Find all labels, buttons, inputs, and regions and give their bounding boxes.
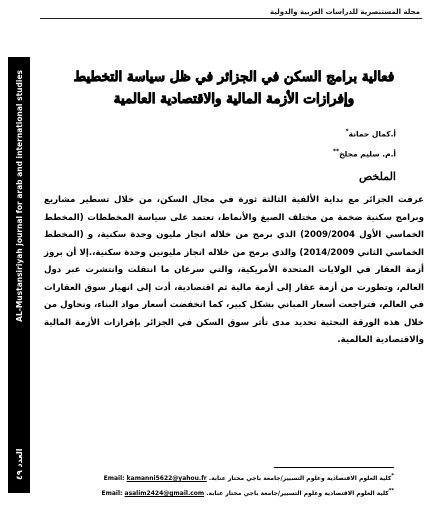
author-2-mark: ** — [332, 148, 340, 155]
footnote-1-email-label: Email: — [103, 475, 125, 482]
header-rule — [40, 18, 422, 19]
journal-header: مجلة المستنصرية للدراسات العربية والدولية — [270, 8, 420, 16]
summary-heading: الملخص — [359, 170, 396, 183]
footnote-1-email-link[interactable]: kamanni5622@yahou.fr — [126, 475, 207, 482]
footnote-1-mark: * — [391, 473, 394, 479]
author-2-name: أ.م. سليم مجلخ — [339, 149, 396, 159]
footnote-rule — [274, 467, 394, 468]
author-1-name: أ.كمال حمانة — [348, 129, 396, 139]
article-title — [46, 66, 422, 110]
footnote-1 — [64, 473, 394, 482]
author-2 — [333, 148, 396, 159]
footnote-2-affiliation: كلية العلوم الاقتصادية وعلوم التسيير/جامعة باجي مختار عنابة. — [206, 490, 389, 497]
footnote-2-email-label: Email: — [101, 490, 123, 497]
side-bar-text — [11, 70, 27, 480]
abstract-paragraph: عرفت الجزائر مع بداية الألفية الثالثة ثورة في مجال السكن، من خلال تسطير مشاريع وبرامج سكنية ضخمة من مختلف الصيغ والأنماط، تعتمد على سياسة المخططات (المخطط الخماسي الأول 2009/2004) الذي برمج من خلاله انجاز مليون وحدة سكنية، و (المخطط الخماسي الثاني 2014/2009) والذي برمج من خلاله انجاز مليونين وحدة سكنية،.إلا أن بروز أزمة العقار في الولايات المتحدة الأمريكية، والتي سرعان ما انتقلت وانتشرت عبر دول العالم، وتطورت من أزمة عقار إلى أزمة مالية ثم اقتصادية، أدت إلى انهيار سوق العقارات في العالم، فتراجعت أسعار المباني بشكل كبير، كما انخفضت أسعار مواد البناء، ونحاول من خلال هذه الورقة البحثية تحديد مدى تأثر سوق السكن في الجزائر بإفرازات الأزمة المالية والاقتصادية العالمية. — [44, 195, 425, 345]
footnote-2-mark: ** — [388, 488, 394, 494]
title-line-2: وإفرازات الأزمة المالية والاقتصادية العالمية — [113, 91, 355, 107]
title-line-1: فعالية برامج السكن في الجزائر في ظل سياسة التخطيط — [73, 69, 395, 85]
footnote-2-email-link[interactable]: asalim2424@gmail.com — [124, 490, 205, 497]
footnote-1-affiliation: كلية العلوم الاقتصادية وعلوم التسيير/جامعة باجي مختار عنابة. — [208, 475, 392, 482]
footnote-2 — [64, 488, 394, 497]
author-1-mark: * — [345, 128, 349, 135]
issue-number: العدد ٤٩ — [14, 448, 24, 480]
journal-name-en: AL-Mustansiriyah journal for arab and international studies — [14, 70, 24, 322]
author-1 — [346, 128, 397, 139]
